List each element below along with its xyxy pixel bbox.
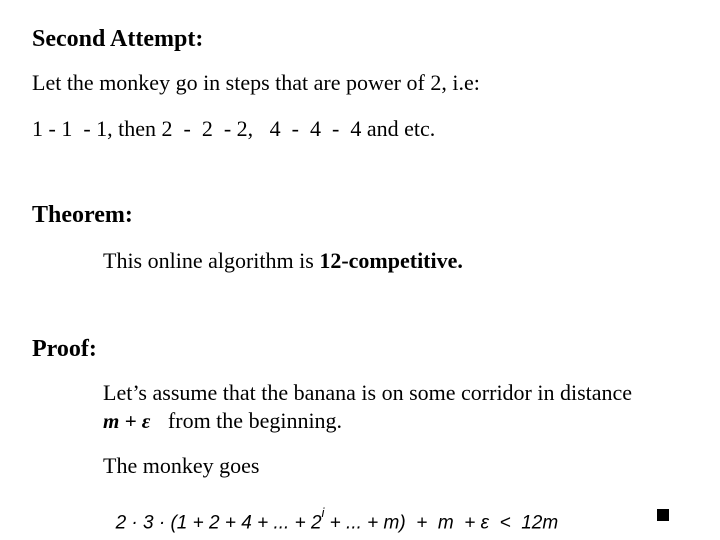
proof-expression: m + ε: [103, 409, 151, 433]
theorem-heading: Theorem:: [32, 202, 133, 228]
end-of-proof-square: [657, 509, 669, 521]
theorem-statement: [103, 248, 463, 274]
second-attempt-line-2: 1 - 1 - 1, then 2 - 2 - 2, 4 - 4 - 4 and etc.: [32, 116, 436, 141]
proof-line-1: Let’s assume that the banana is on some corridor in distance: [103, 380, 633, 405]
second-attempt-line-1: Let the monkey go in steps that are power of 2, i.e:: [32, 70, 480, 95]
theorem-prefix: This online algorithm is: [103, 248, 320, 273]
formula-right: + ... + m) + m + ε < 12m: [324, 512, 559, 534]
proof-line-2-rest: from the beginning.: [167, 408, 343, 433]
second-attempt-heading: Second Attempt:: [32, 26, 204, 52]
proof-heading: Proof:: [32, 336, 97, 362]
formula-left: 2 · 3 · (1 + 2 + 4 + ... + 2: [115, 512, 322, 534]
proof-line-2: [103, 408, 342, 434]
proof-line-3: The monkey goes: [103, 453, 260, 478]
proof-formula: [105, 487, 558, 534]
theorem-emphasis: 12-competitive.: [319, 248, 463, 273]
formula-exponent: i: [321, 505, 325, 520]
